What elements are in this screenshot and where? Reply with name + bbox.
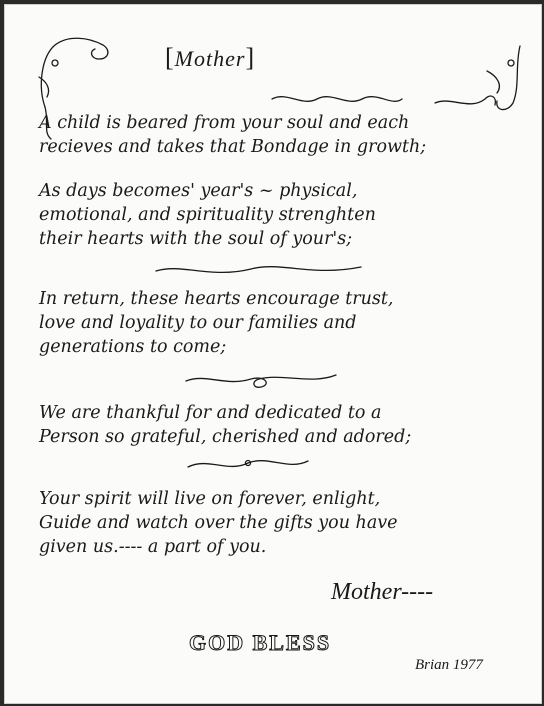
stanza-divider-flourish-icon: [183, 453, 313, 475]
stanza-5: [39, 487, 398, 559]
corner-flourish-top-right-icon: [425, 41, 525, 121]
stanza-4: [39, 401, 411, 449]
poem-page: [4, 4, 542, 704]
stanza-line: In return, these hearts encourage trust,: [39, 289, 394, 309]
author-signature: Brian 1977: [415, 657, 483, 673]
closing-mother: Mother----: [331, 579, 434, 605]
stanza-line: A child is beared from your soul and each: [39, 113, 410, 133]
poem-title-text: Mother: [174, 46, 246, 71]
stanza-line: given us.---- a part of you.: [39, 537, 267, 557]
stanza-2: [39, 179, 376, 251]
god-bless-text: GOD BLESS: [189, 630, 332, 655]
stanza-line: their hearts with the soul of your's;: [39, 229, 353, 249]
stanza-line: recieves and takes that Bondage in growth;: [39, 137, 427, 157]
stanza-line: love and loyality to our families and: [39, 313, 357, 333]
poem-title: [Mother]: [165, 43, 256, 72]
stanza-line: As days becomes' year's ~ physical,: [39, 181, 358, 201]
stanza-line: We are thankful for and dedicated to a: [39, 403, 382, 423]
stanza-3: [39, 287, 394, 359]
stanza-line: Your spirit will live on forever, enlight,: [39, 489, 381, 509]
god-bless-banner: [189, 630, 331, 656]
stanza-line: generations to come;: [39, 337, 227, 357]
stanza-line: Guide and watch over the gifts you have: [39, 513, 398, 533]
stanza-divider-flourish-icon: [181, 367, 341, 391]
stanza-1: [39, 111, 426, 159]
stanza-divider-flourish-icon: [151, 259, 371, 281]
stanza-line: Person so grateful, cherished and adored;: [39, 427, 412, 447]
stanza-line: emotional, and spirituality strenghten: [39, 205, 376, 225]
title-underline-flourish-icon: [267, 89, 407, 109]
